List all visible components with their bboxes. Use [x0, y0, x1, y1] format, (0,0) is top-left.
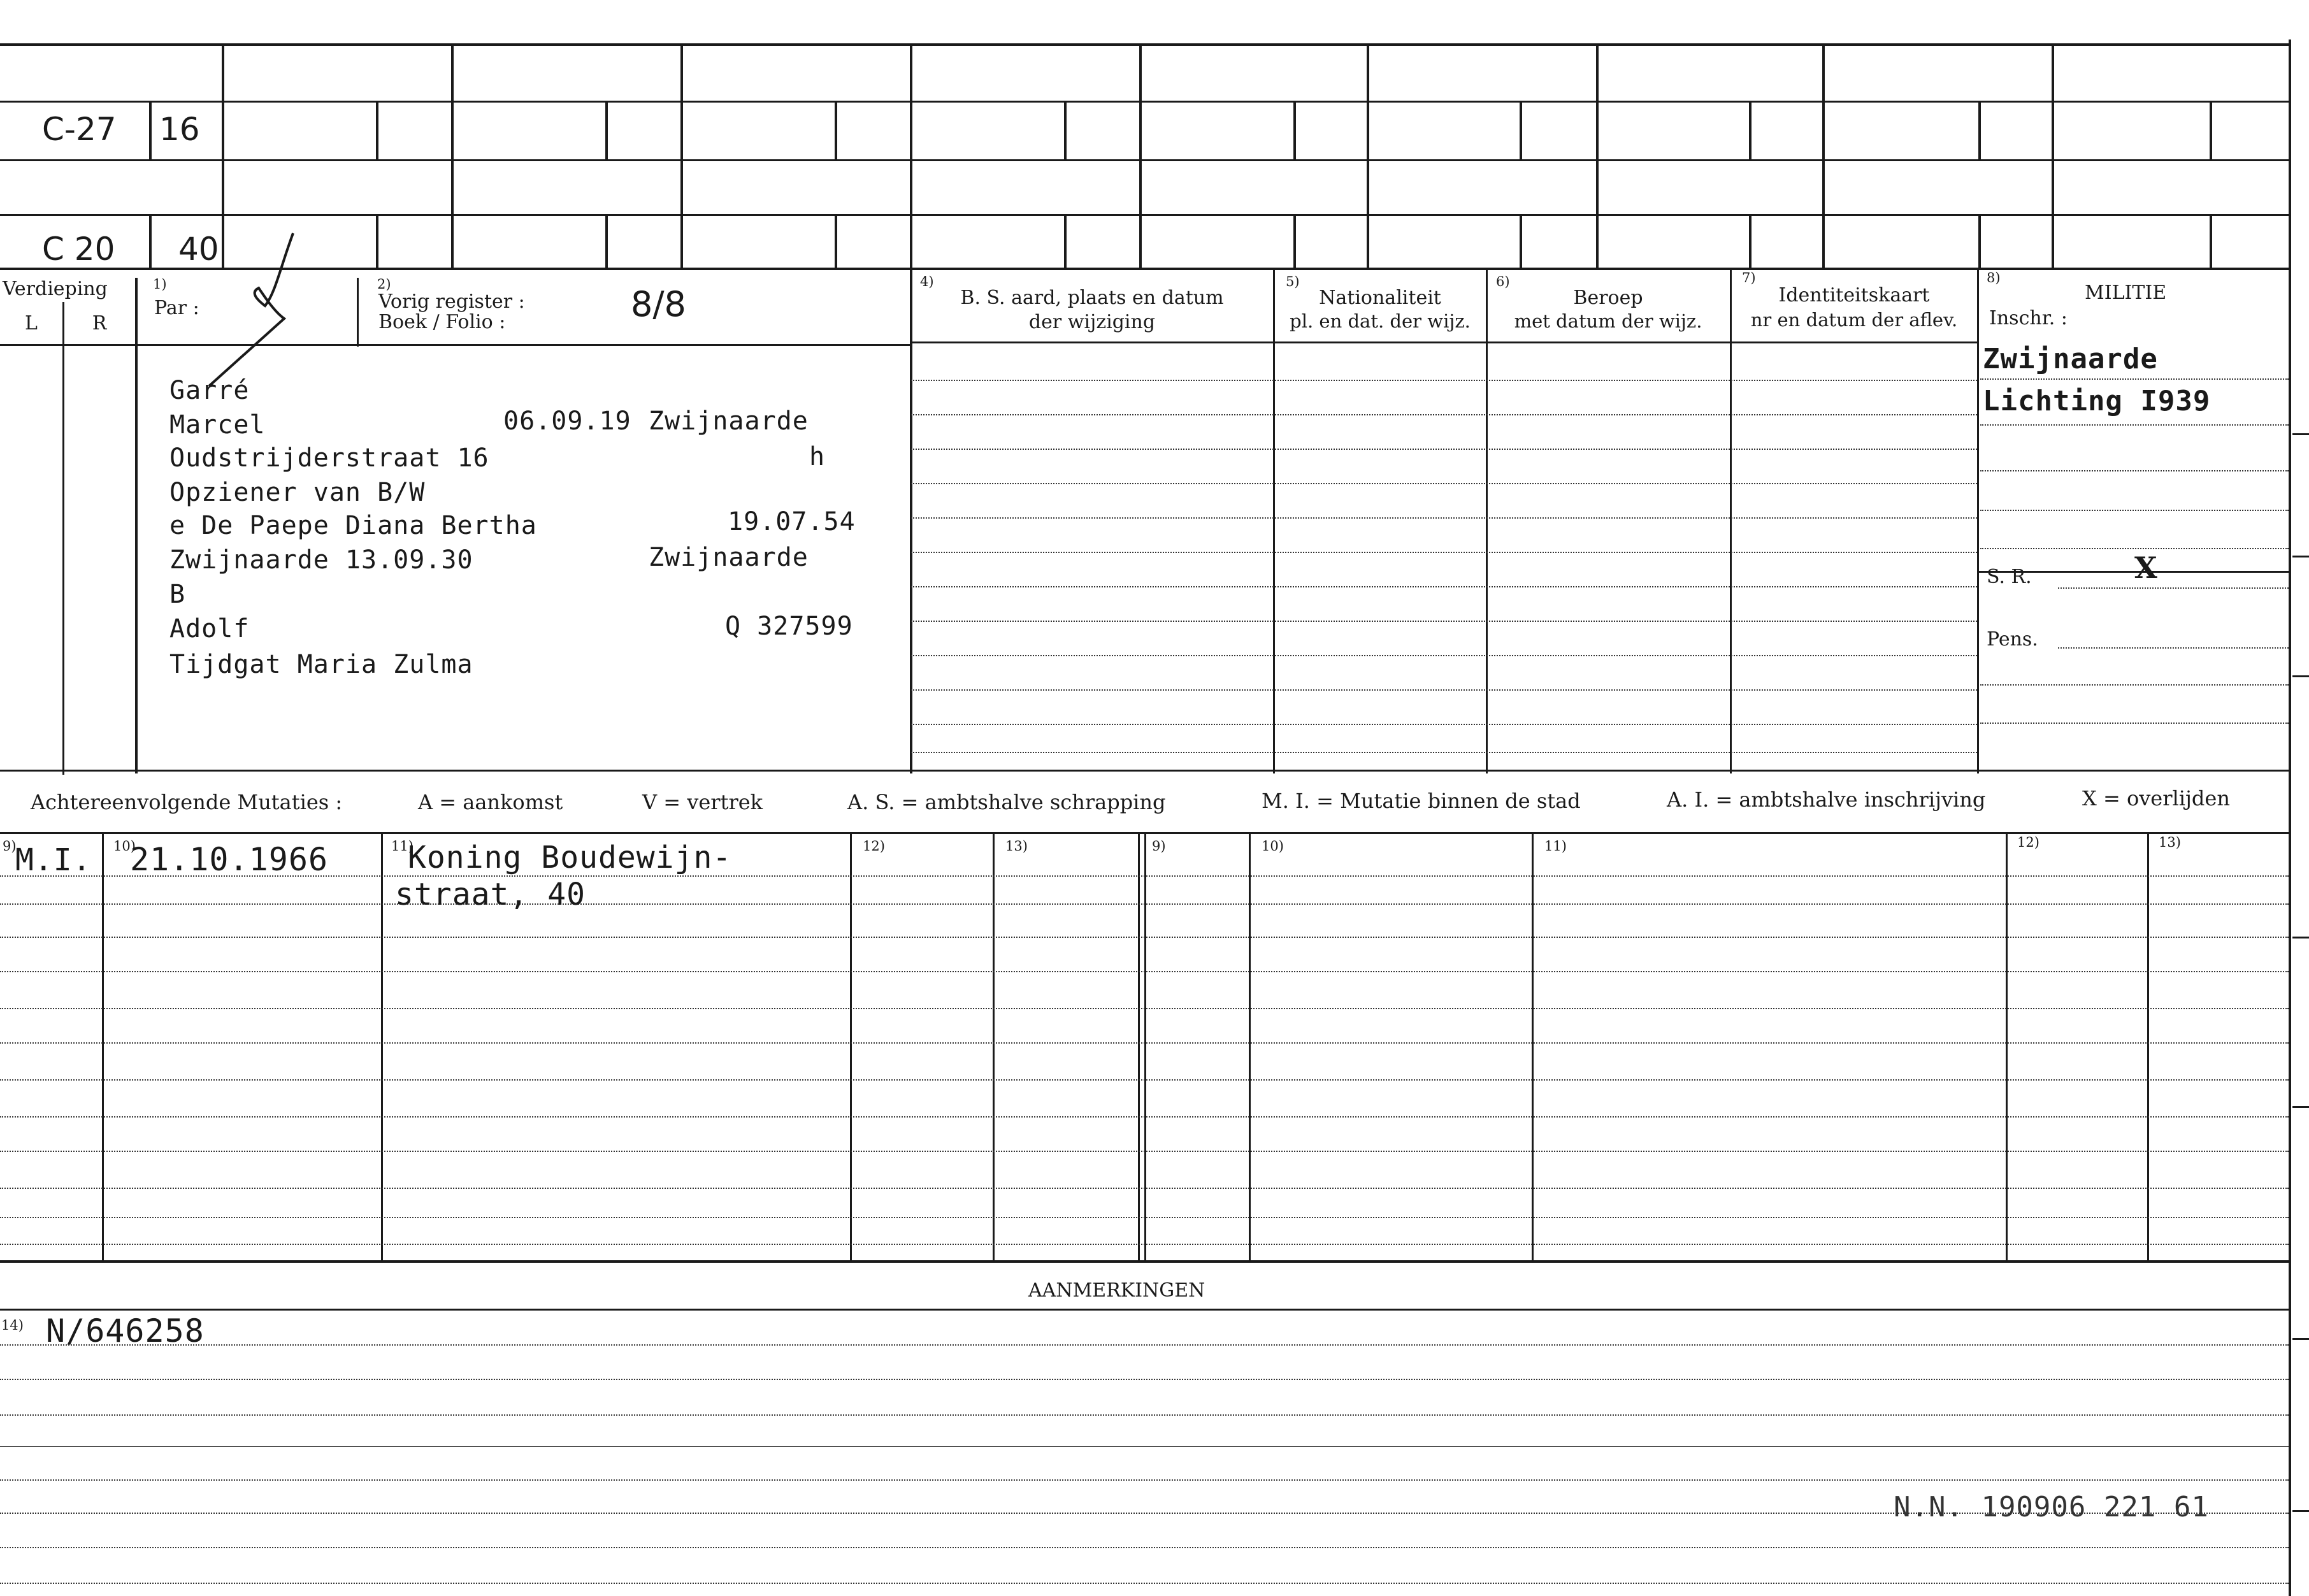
beroep-header-line1: Beroep — [1573, 287, 1643, 309]
mut-footnote-10: 10) — [113, 838, 136, 854]
code-row2-left: C 20 — [42, 231, 115, 268]
code-row1-right: 16 — [159, 111, 200, 148]
militie-label: MILITIE — [2085, 282, 2167, 304]
militie-lichting: Lichting I939 — [1983, 385, 2211, 417]
mut-footnote-9: 9) — [3, 838, 17, 854]
legend-mi: M. I. = Mutatie binnen de stad — [1262, 789, 1581, 813]
mutation-address-line1: Koning Boudewijn- — [408, 840, 732, 875]
vorig-register-value: 8/8 — [631, 284, 686, 324]
mut-footnote-11b: 11) — [1544, 838, 1567, 854]
spouse-date: 19.07.54 — [728, 507, 856, 536]
mut-footnote-10b: 10) — [1262, 838, 1284, 854]
footnote-8: 8) — [1987, 270, 2001, 285]
floor-right-label: R — [92, 312, 107, 334]
mut-footnote-12: 12) — [863, 838, 885, 854]
mut-footnote-11: 11) — [391, 838, 414, 854]
footnote-7: 7) — [1742, 270, 1756, 285]
footnote-5: 5) — [1286, 274, 1300, 289]
pens-label: Pens. — [1987, 628, 2038, 651]
nat-header-line2: pl. en dat. der wijz. — [1290, 310, 1471, 332]
beroep-header-line2: met datum der wijz. — [1514, 310, 1702, 332]
legend-title: Achtereenvolgende Mutaties : — [31, 790, 343, 814]
par-label: Par : — [154, 297, 199, 319]
mut-footnote-13b: 13) — [2159, 835, 2181, 850]
person-firstname: Marcel — [169, 410, 266, 440]
remarks-title: AANMERKINGEN — [1028, 1279, 1205, 1302]
national-number: N.N. 190906 221 61 — [1894, 1491, 2209, 1523]
sr-value: X — [2134, 550, 2157, 585]
person-mother: Tijdgat Maria Zulma — [169, 650, 473, 679]
id-header-line1: Identiteitskaart — [1778, 284, 1930, 306]
legend-ai: A. I. = ambtshalve inschrijving — [1667, 787, 1986, 812]
footnote-6: 6) — [1496, 274, 1510, 289]
marriage-place: Zwijnaarde — [649, 543, 809, 572]
legend-a: A = aankomst — [418, 790, 563, 814]
mut-footnote-13: 13) — [1005, 838, 1028, 854]
person-surname: Garré — [169, 376, 250, 405]
footnote-2: 2) — [377, 277, 391, 292]
person-status: B — [169, 580, 186, 609]
mutation-date: 21.10.1966 — [130, 841, 329, 878]
id-number: Q 327599 — [725, 612, 853, 641]
person-father: Adolf — [169, 614, 250, 643]
remarks-rule — [0, 1309, 2291, 1311]
id-header-line2: nr en datum der aflev. — [1750, 309, 1958, 331]
marriage-line: Zwijnaarde 13.09.30 — [169, 545, 473, 575]
pen-stroke-mark — [204, 229, 306, 395]
mut-footnote-9b: 9) — [1152, 838, 1166, 854]
code-row2-right: 40 — [178, 231, 219, 268]
inschr-label: Inschr. : — [1989, 307, 2068, 329]
floor-left-label: L — [25, 312, 38, 334]
legend-v: V = vertrek — [642, 790, 763, 814]
person-occupation: Opziener van B/W — [169, 478, 426, 507]
verdieping-label: Verdieping — [3, 278, 108, 300]
code-row1-left: C-27 — [42, 111, 117, 148]
remarks-value: N/646258 — [46, 1312, 205, 1349]
person-address: Oudstrijderstraat 16 — [169, 443, 489, 473]
legend-as: A. S. = ambtshalve schrapping — [847, 790, 1166, 814]
militie-place: Zwijnaarde — [1983, 343, 2158, 375]
vorig-register-label: Vorig register : — [378, 291, 525, 313]
person-sex: h — [809, 442, 826, 471]
birth-place: Zwijnaarde — [649, 406, 809, 436]
sr-label: S. R. — [1987, 566, 2032, 588]
footnote-1: 1) — [153, 277, 167, 292]
mut-footnote-12b: 12) — [2017, 835, 2039, 850]
legend-x: X = overlijden — [2082, 786, 2230, 810]
mutation-address-line2: straat, 40 — [395, 877, 586, 912]
mutation-type: M.I. — [15, 842, 92, 878]
birth-date: 06.09.19 — [503, 406, 631, 436]
bs-header-line1: B. S. aard, plaats en datum — [960, 287, 1224, 309]
bs-header-line2: der wijziging — [1028, 311, 1156, 333]
boek-folio-label: Boek / Folio : — [378, 311, 506, 333]
remarks-footnote-14: 14) — [1, 1318, 24, 1333]
footnote-4: 4) — [920, 274, 934, 289]
nat-header-line1: Nationaliteit — [1319, 287, 1441, 309]
person-spouse: e De Paepe Diana Bertha — [169, 511, 537, 540]
